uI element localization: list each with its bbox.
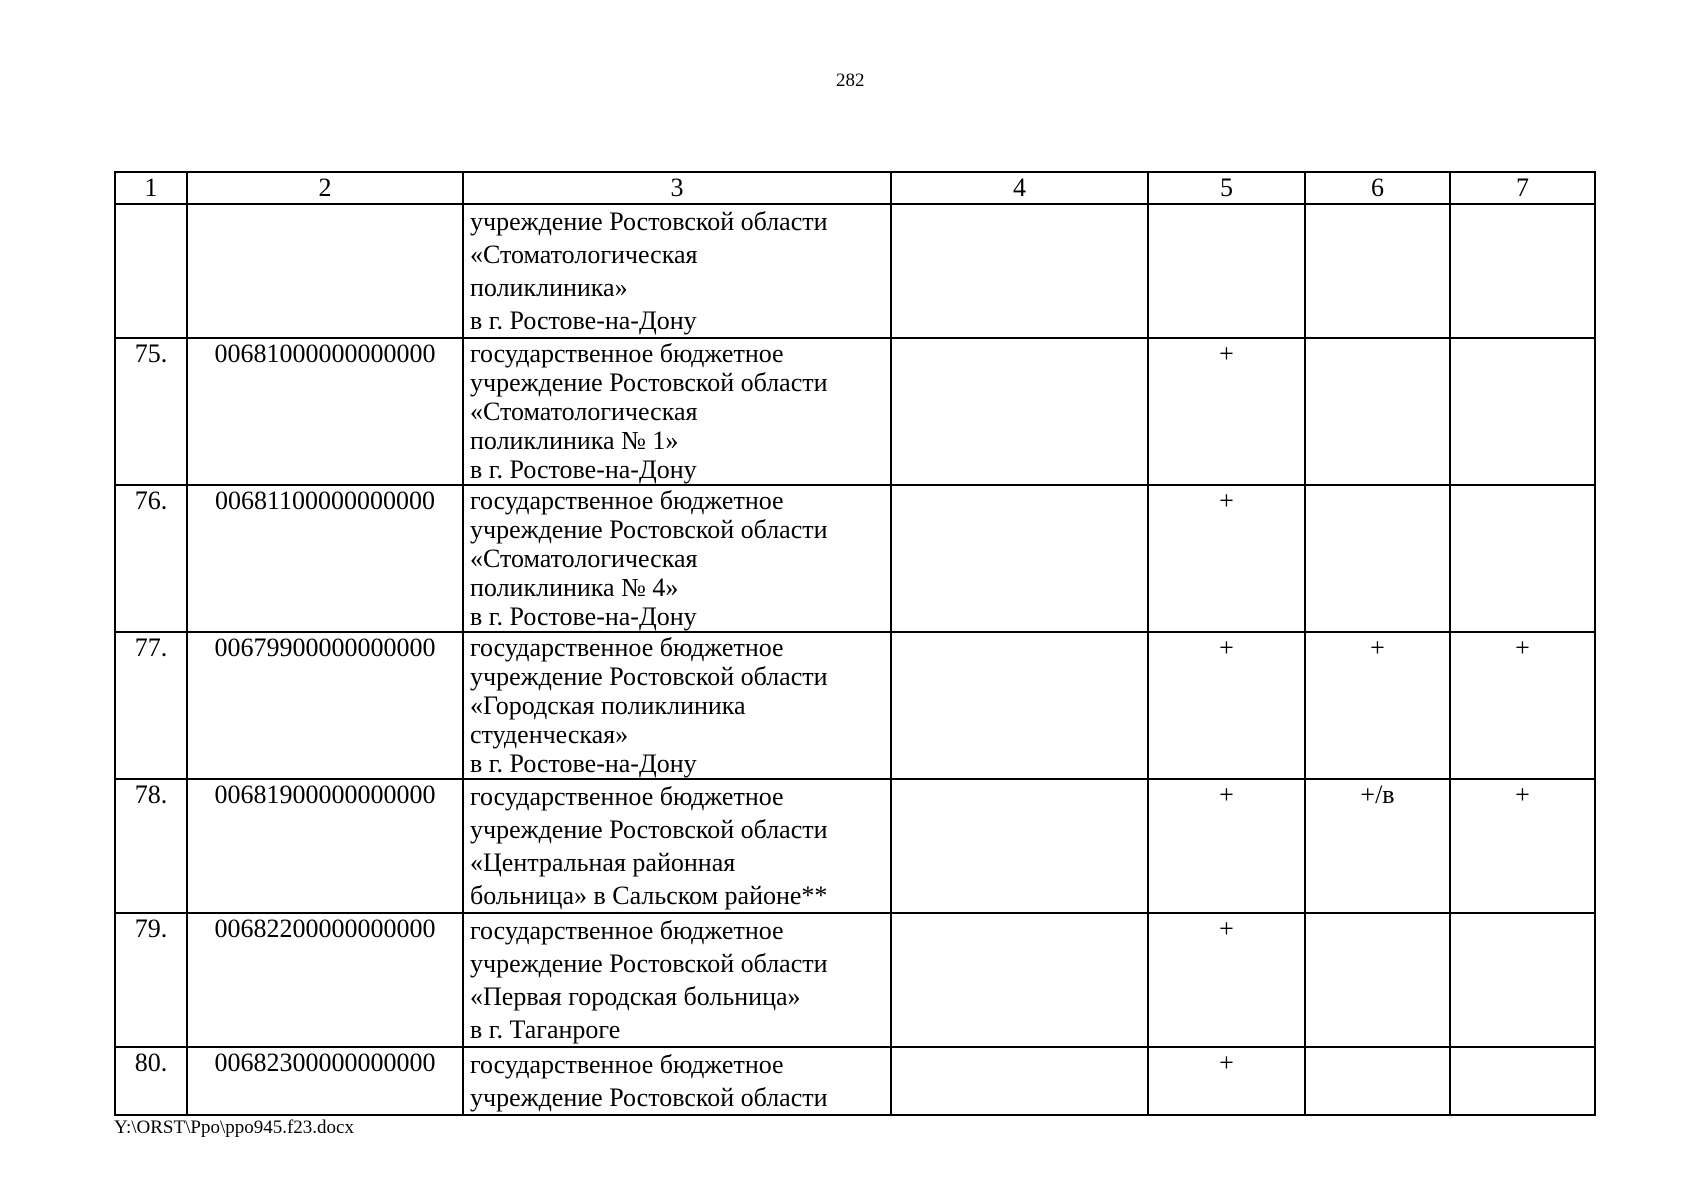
institution-name-line: больница» в Сальском районе**: [470, 881, 828, 910]
row-col-4: [891, 338, 1148, 485]
row-code: [187, 204, 463, 338]
document-table: [114, 171, 1596, 1116]
institution-name-line: в г. Ростове-на-Дону: [470, 749, 697, 778]
row-institution-name: [463, 485, 891, 632]
row-institution-name: [463, 338, 891, 485]
row-col-6: [1305, 338, 1450, 485]
table-row: [115, 779, 1595, 913]
institution-name-line: учреждение Ростовской области: [470, 207, 828, 236]
row-col-4: [891, 204, 1148, 338]
row-code: 00682200000000000: [187, 913, 463, 1047]
row-number: 77.: [115, 632, 187, 779]
row-col-7: [1450, 1047, 1595, 1115]
row-col-7: +: [1450, 779, 1595, 913]
row-code: 00679900000000000: [187, 632, 463, 779]
institution-name-line: государственное бюджетное: [470, 1050, 784, 1079]
table-row: [115, 913, 1595, 1047]
row-number: 79.: [115, 913, 187, 1047]
institution-name-line: поликлиника № 4»: [470, 573, 679, 602]
institution-name-line: «Стоматологическая: [470, 544, 698, 573]
row-col-6: +/в: [1305, 779, 1450, 913]
institution-name-line: учреждение Ростовской области: [470, 515, 828, 544]
table-header: [115, 172, 1595, 204]
institution-name-line: «Стоматологическая: [470, 397, 698, 426]
institution-name-line: «Стоматологическая: [470, 240, 698, 269]
header-col-6: 6: [1305, 172, 1450, 204]
table-row: [115, 204, 1595, 338]
header-col-1: 1: [115, 172, 187, 204]
institution-name-line: в г. Таганроге: [470, 1015, 621, 1044]
header-col-4: 4: [891, 172, 1148, 204]
row-col-5: +: [1148, 1047, 1305, 1115]
row-institution-name: [463, 913, 891, 1047]
header-col-3: 3: [463, 172, 891, 204]
row-code: 00682300000000000: [187, 1047, 463, 1115]
header-col-5: 5: [1148, 172, 1305, 204]
row-code: 00681900000000000: [187, 779, 463, 913]
row-institution-name: [463, 779, 891, 913]
row-col-5: +: [1148, 779, 1305, 913]
row-col-6: [1305, 1047, 1450, 1115]
institution-name-line: государственное бюджетное: [470, 916, 784, 945]
row-number: 76.: [115, 485, 187, 632]
row-col-5: +: [1148, 913, 1305, 1047]
row-code: 00681100000000000: [187, 485, 463, 632]
institution-name-line: государственное бюджетное: [470, 339, 784, 368]
footer-file-path: Y:\ORST\Ppo\ppo945.f23.docx: [114, 1117, 354, 1138]
institution-name-line: учреждение Ростовской области: [470, 815, 828, 844]
row-col-6: [1305, 485, 1450, 632]
row-col-6: [1305, 913, 1450, 1047]
institution-name-line: студенческая»: [470, 720, 629, 749]
header-row: [115, 172, 1595, 204]
institution-name-line: учреждение Ростовской области: [470, 949, 828, 978]
row-col-5: +: [1148, 338, 1305, 485]
table-row: [115, 485, 1595, 632]
row-col-5: [1148, 204, 1305, 338]
table-row: [115, 338, 1595, 485]
row-number: 75.: [115, 338, 187, 485]
row-institution-name: [463, 632, 891, 779]
institution-name-line: «Городская поликлиника: [470, 691, 746, 720]
institution-name-line: поликлиника № 1»: [470, 426, 679, 455]
row-institution-name: [463, 1047, 891, 1115]
institution-name-line: в г. Ростове-на-Дону: [470, 306, 697, 335]
institution-name-line: «Центральная районная: [470, 848, 736, 877]
row-col-4: [891, 485, 1148, 632]
row-col-4: [891, 913, 1148, 1047]
header-col-2: 2: [187, 172, 463, 204]
institution-name-line: поликлиника»: [470, 273, 628, 302]
row-col-7: [1450, 913, 1595, 1047]
row-number: 78.: [115, 779, 187, 913]
row-number: [115, 204, 187, 338]
institution-name-line: в г. Ростове-на-Дону: [470, 602, 697, 631]
page-number: 282: [836, 70, 865, 91]
row-code: 00681000000000000: [187, 338, 463, 485]
table-body: [115, 204, 1595, 1115]
row-col-4: [891, 1047, 1148, 1115]
row-col-7: [1450, 485, 1595, 632]
row-col-6: [1305, 204, 1450, 338]
institution-name-line: «Первая городская больница»: [470, 982, 801, 1011]
row-col-4: [891, 632, 1148, 779]
institution-name-line: учреждение Ростовской области: [470, 1083, 828, 1112]
institution-name-line: в г. Ростове-на-Дону: [470, 455, 697, 484]
row-col-7: [1450, 204, 1595, 338]
row-number: 80.: [115, 1047, 187, 1115]
row-col-6: +: [1305, 632, 1450, 779]
table-row: [115, 1047, 1595, 1115]
header-col-7: 7: [1450, 172, 1595, 204]
row-col-7: +: [1450, 632, 1595, 779]
row-col-5: +: [1148, 485, 1305, 632]
institution-name-line: учреждение Ростовской области: [470, 662, 828, 691]
institution-name-line: государственное бюджетное: [470, 782, 784, 811]
row-col-7: [1450, 338, 1595, 485]
institution-name-line: государственное бюджетное: [470, 486, 784, 515]
institution-name-line: учреждение Ростовской области: [470, 368, 828, 397]
row-institution-name: [463, 204, 891, 338]
table-row: [115, 632, 1595, 779]
row-col-5: +: [1148, 632, 1305, 779]
row-col-4: [891, 779, 1148, 913]
institution-name-line: государственное бюджетное: [470, 633, 784, 662]
